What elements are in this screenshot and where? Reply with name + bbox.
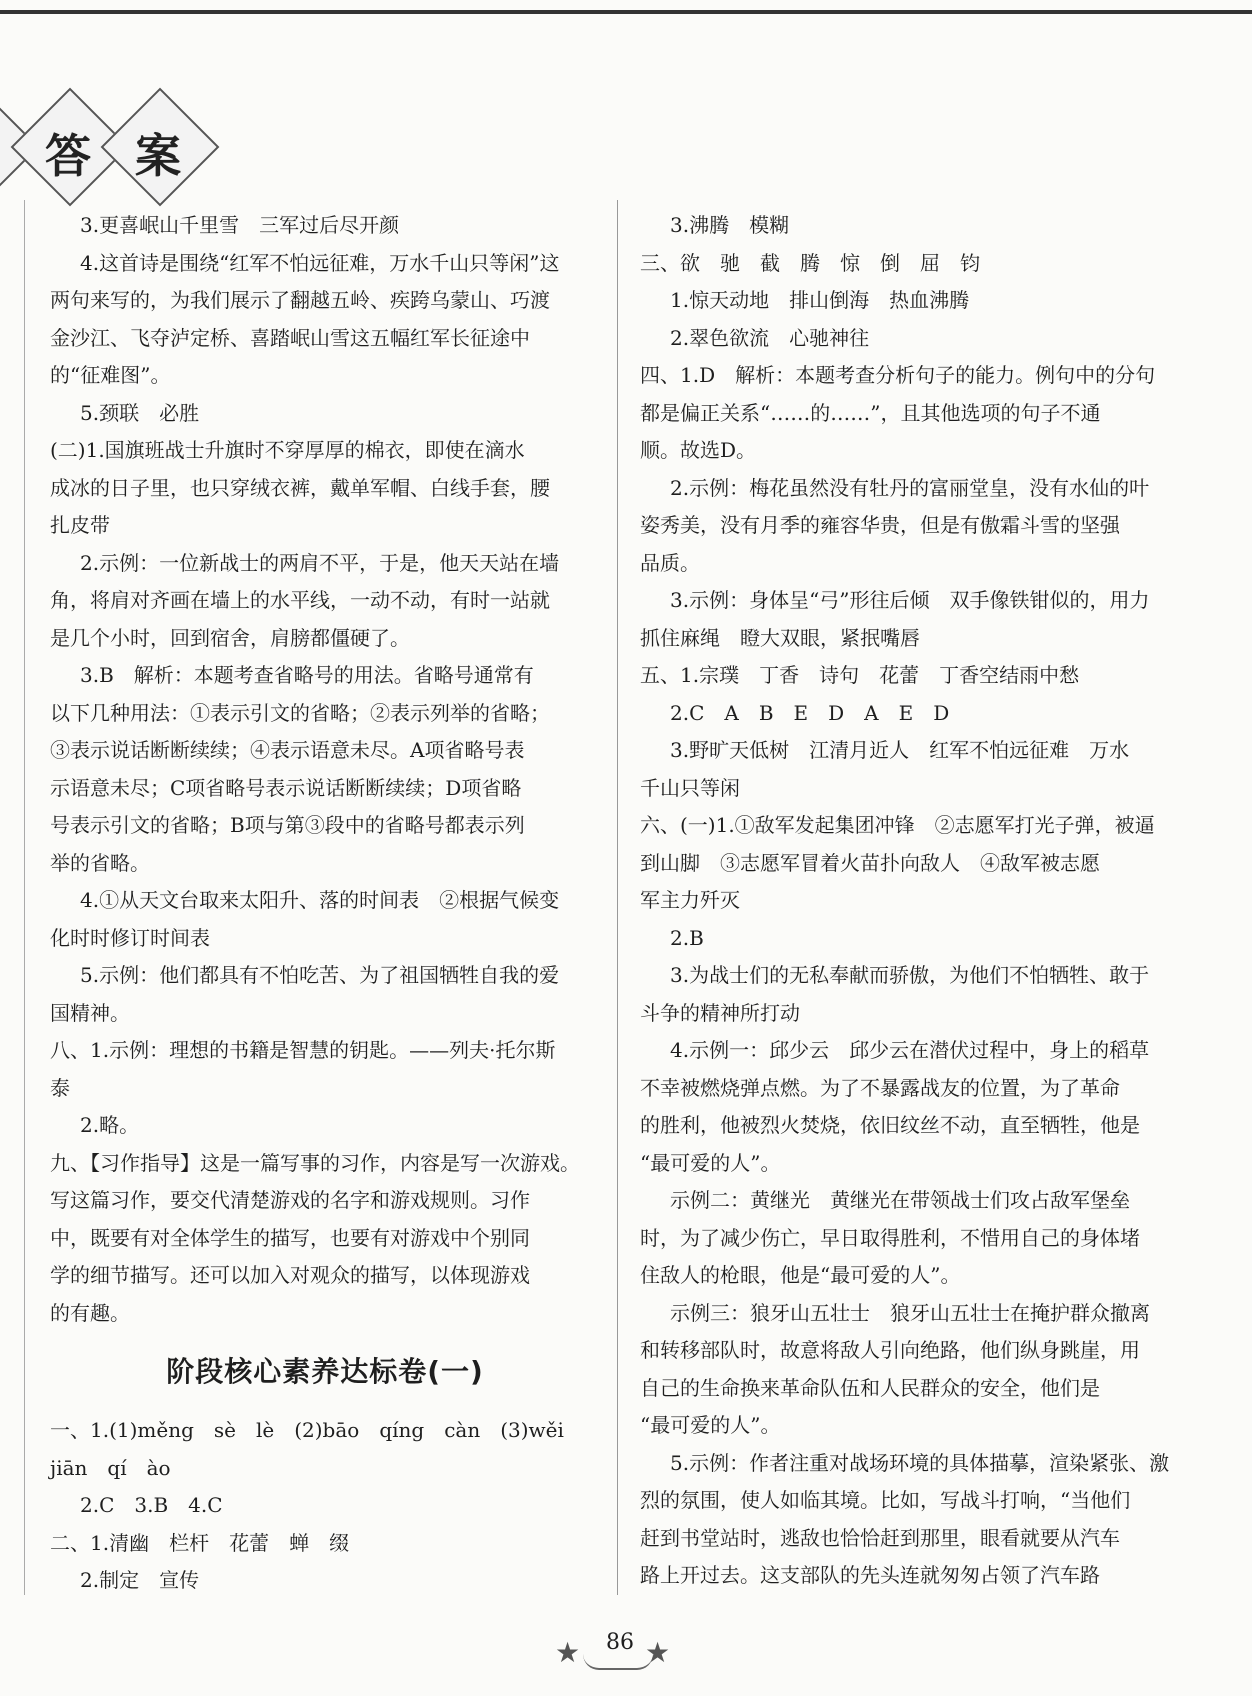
answer-line: 的“征难图”。 (50, 363, 171, 387)
answer-line: 2.B (670, 925, 704, 950)
answer-line: 2.C 3.B 4.C (80, 1493, 223, 1517)
page-number: 86 (606, 1630, 634, 1655)
answer-line: 3.更喜岷山千里雪 三军过后尽开颜 (80, 213, 400, 237)
answer-line: 4.示例一：邱少云 邱少云在潜伏过程中，身上的稻草 (670, 1038, 1150, 1062)
answer-line: “最可爱的人”。 (640, 1150, 781, 1175)
answer-line: 2.示例：梅花虽然没有牡丹的富丽堂皇，没有水仙的叶 (670, 475, 1150, 500)
answer-line: 不幸被燃烧弹点燃。为了不暴露战友的位置，为了革命 (640, 1075, 1120, 1100)
answer-line: 1.惊天动地 排山倒海 热血沸腾 (670, 288, 970, 312)
answer-line: 2.示例：一位新战士的两肩不平，于是，他天天站在墙 (80, 550, 560, 575)
answer-line: 国精神。 (50, 1000, 130, 1025)
answer-line: 是几个小时，回到宿舍，肩膀都僵硬了。 (50, 625, 410, 650)
answer-line: 和转移部队时，故意将敌人引向绝路，他们纵身跳崖，用 (640, 1338, 1140, 1362)
answer-line: 烈的氛围，使人如临其境。比如，写战斗打响，“当他们 (640, 1488, 1131, 1512)
star-icon: ★ (645, 1636, 671, 1669)
page-footer (0, 1630, 1252, 1680)
answer-line: 的胜利，他被烈火焚烧，依旧纹丝不动，直至牺牲，他是 (640, 1113, 1140, 1137)
header-char-case: 案 (135, 129, 181, 183)
footer-arc (583, 1654, 653, 1670)
answer-line: 3.野旷天低树 江清月近人 红军不怕远征难 万水 (670, 738, 1130, 762)
answer-line: 5.示例：他们都具有不怕吃苦、为了祖国牺牲自我的爱 (80, 963, 560, 987)
answer-line: 4.①从天文台取来太阳升、落的时间表 ②根据气候变 (80, 888, 560, 912)
answer-line: 2.C A B E D A E D (670, 700, 950, 725)
answer-line: 斗争的精神所打动 (640, 1000, 800, 1025)
answer-line: 3.B 解析：本题考查省略号的用法。省略号通常有 (80, 663, 534, 687)
answer-line: 二、1.清幽 栏杆 花蕾 蝉 缀 (50, 1530, 350, 1555)
answer-line: 3.为战士们的无私奉献而骄傲，为他们不怕牺牲、敢于 (670, 963, 1150, 987)
answer-line: 抓住麻绳 瞪大双眼，紧抿嘴唇 (640, 625, 920, 650)
answer-line: 到山脚 ③志愿军冒着火苗扑向敌人 ④敌军被志愿 (640, 850, 1100, 875)
answer-line: 4.这首诗是围绕“红军不怕远征难，万水千山只等闲”这 (80, 250, 560, 275)
star-icon: ★ (555, 1636, 581, 1669)
answer-line: 5.颈联 必胜 (80, 400, 200, 425)
answer-line: 五、1.宗璞 丁香 诗句 花蕾 丁香空结雨中愁 (640, 663, 1080, 687)
answer-line: 示例二：黄继光 黄继光在带领战士们攻占敌军堡垒 (670, 1188, 1130, 1212)
answer-line: 成冰的日子里，也只穿绒衣裤，戴单军帽、白线手套，腰 (50, 475, 550, 500)
answer-line: “最可爱的人”。 (640, 1413, 781, 1437)
answer-line: 八、1.示例：理想的书籍是智慧的钥匙。——列夫·托尔斯 (50, 1038, 556, 1062)
answer-line: 学的细节描写。还可以加入对观众的描写，以体现游戏 (50, 1263, 530, 1287)
answer-line: (二)1.国旗班战士升旗时不穿厚厚的棉衣，即使在滴水 (50, 438, 525, 462)
answer-header (0, 100, 260, 190)
answer-line: 的有趣。 (50, 1300, 130, 1325)
answer-line: 角，将肩对齐画在墙上的水平线，一动不动，有时一站就 (50, 588, 550, 612)
answer-line: 六、(一)1.①敌军发起集团冲锋 ②志愿军打光子弹，被逼 (640, 813, 1155, 837)
left-column (50, 207, 600, 1600)
answer-line: 泰 (50, 1075, 70, 1100)
answer-line: 以下几种用法：①表示引文的省略；②表示列举的省略； (50, 700, 550, 725)
top-border (0, 0, 1252, 22)
answer-line: 四、1.D 解析：本题考查分析句子的能力。例句中的分句 (640, 363, 1156, 387)
answer-line: 3.示例：身体呈“弓”形往后倾 双手像铁钳似的，用力 (670, 588, 1150, 612)
answer-line: 化时时修订时间表 (50, 925, 210, 950)
answer-line: 军主力歼灭 (640, 888, 740, 912)
answer-line: 姿秀美，没有月季的雍容华贵，但是有傲霜斗雪的坚强 (640, 513, 1120, 537)
answer-line: 举的省略。 (50, 850, 150, 875)
answer-line: 中，既要有对全体学生的描写，也要有对游戏中个别同 (50, 1225, 530, 1250)
answer-line: 2.翠色欲流 心驰神往 (670, 325, 870, 350)
answer-line: ③表示说话断断续续；④表示语意未尽。A项省略号表 (50, 738, 525, 762)
answer-line: 三、欲 驰 截 腾 惊 倒 屈 钧 (640, 250, 980, 275)
answer-line: 品质。 (640, 550, 700, 575)
left-margin-rule (24, 200, 25, 1595)
answer-line: 顺。故选D。 (640, 438, 757, 462)
answer-line: 时，为了减少伤亡，早日取得胜利，不惜用自己的身体堵 (640, 1225, 1140, 1250)
column-divider (617, 200, 618, 1595)
answer-line: jiān qí ào (50, 1455, 171, 1480)
answer-line: 5.示例：作者注重对战场环境的具体描摹，渲染紧张、激 (670, 1450, 1170, 1475)
answer-line: 千山只等闲 (640, 775, 740, 800)
answer-line: 两句来写的，为我们展示了翻越五岭、疾跨乌蒙山、巧渡 (50, 288, 550, 312)
right-column (640, 207, 1205, 1595)
answer-line: 金沙江、飞夺泸定桥、喜踏岷山雪这五幅红军长征途中 (50, 325, 530, 350)
answer-line: 号表示引文的省略；B项与第③段中的省略号都表示列 (50, 813, 525, 837)
answer-line: 2.略。 (80, 1113, 140, 1137)
answer-line: 示语意未尽；C项省略号表示说话断断续续；D项省略 (50, 775, 522, 800)
answer-line: 示例三：狼牙山五壮士 狼牙山五壮士在掩护群众撤离 (670, 1300, 1150, 1325)
answer-line: 住敌人的枪眼，他是“最可爱的人”。 (640, 1263, 961, 1287)
answer-line: 自己的生命换来革命队伍和人民群众的安全，他们是 (640, 1375, 1100, 1400)
answer-line: 扎皮带 (50, 513, 110, 537)
answer-line: 一、1.(1)měng sè lè (2)bāo qíng càn (3)wěi (50, 1418, 564, 1442)
answer-line: 2.制定 宣传 (80, 1568, 200, 1592)
answer-line: 都是偏正关系“……的……”，且其他选项的句子不通 (640, 400, 1101, 425)
top-rule (0, 10, 1252, 14)
answer-line: 写这篇习作，要交代清楚游戏的名字和游戏规则。习作 (50, 1188, 530, 1212)
answer-line: 赶到书堂站时，逃敌也恰恰赶到那里，眼看就要从汽车 (640, 1525, 1120, 1550)
header-char-answer: 答 (45, 129, 91, 183)
answer-line: 九、【习作指导】这是一篇写事的习作，内容是写一次游戏。 (50, 1150, 580, 1175)
answer-line: 路上开过去。这支部队的先头连就匆匆占领了汽车路 (640, 1563, 1100, 1587)
section-title: 阶段核心素养达标卷(一) (166, 1355, 484, 1388)
answer-line: 3.沸腾 模糊 (670, 213, 790, 237)
